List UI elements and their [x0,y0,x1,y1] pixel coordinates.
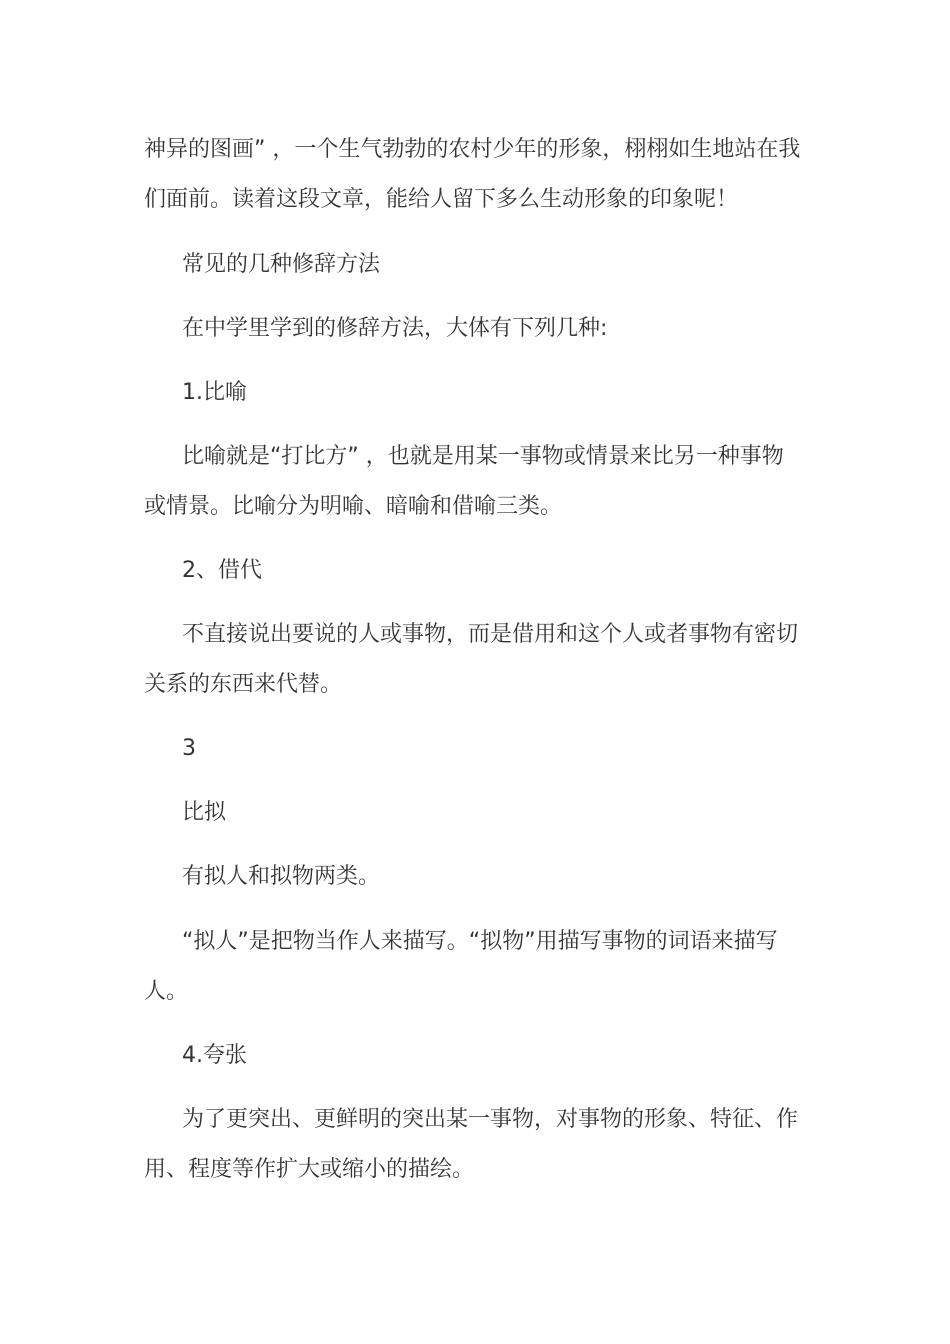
heading-metaphor: 1.比喻 [182,380,247,405]
heading-rhetoric-methods: 常见的几种修辞方法 [182,252,381,277]
paragraph-methods-intro: 在中学里学到的修辞方法，大体有下列几种: [182,316,608,341]
paragraph-metaphor: 比喻就是“打比方” ，也就是用某一事物或情景来比另一种事物或情景。比喻分为明喻、暗喻和借喻三类。 [144,444,784,519]
paragraph-personification-types: 有拟人和拟物两类。 [182,864,381,889]
paragraph-intro-continuation: 神异的图画” ，一个生气勃勃的农村少年的形象，栩栩如生地站在我们面前。读着这段文章，能给人留下多么生动形象的印象呢！ [144,137,801,212]
paragraph-personification-definition: “拟人”是把物当作人来描写。“拟物”用描写事物的词语来描写人。 [144,929,778,1004]
heading-metonymy: 2、借代 [182,558,262,583]
paragraph-hyperbole: 为了更突出、更鲜明的突出某一事物，对事物的形象、特征、作用、程度等作扩大或缩小的描绘。 [144,1107,799,1182]
heading-personification: 比拟 [182,800,227,825]
paragraph-metonymy: 不直接说出要说的人或事物，而是借用和这个人或者事物有密切关系的东西来代替。 [144,622,799,697]
heading-hyperbole: 4.夸张 [182,1043,247,1068]
document-page [144,0,804,1344]
heading-number-3: 3 [182,736,196,761]
